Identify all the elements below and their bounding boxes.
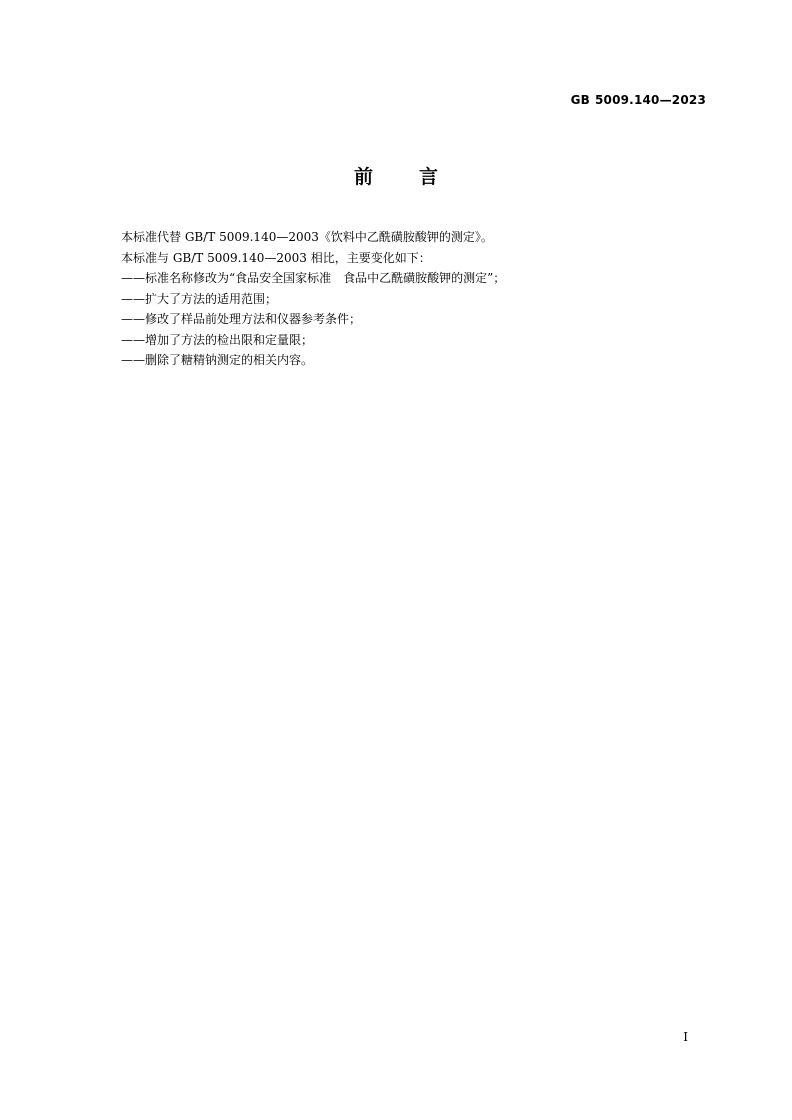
- standard-code: 5009.140—2023: [594, 93, 706, 107]
- preface-body: [121, 227, 711, 371]
- standard-number-header: [571, 93, 706, 107]
- page-number: I: [683, 1030, 688, 1044]
- page-title: [0, 162, 792, 189]
- preface-line-change-2: ——扩大了方法的适用范围；: [121, 291, 278, 306]
- preface-line-replaces: 本标准代替 GB/T 5009.140—2003《饮料中乙酰磺胺酸钾的测定》。: [121, 230, 493, 244]
- preface-line-change-3: ——修改了样品前处理方法和仪器参考条件；: [121, 312, 362, 326]
- title-char-2: 言: [419, 166, 439, 188]
- preface-line-changes-intro: 本标准与 GB/T 5009.140—2003 相比，主要变化如下：: [121, 250, 431, 265]
- preface-line-change-4: ——增加了方法的检出限和定量限；: [121, 332, 314, 347]
- standard-prefix: GB: [570, 93, 590, 107]
- preface-line-change-1: ——标准名称修改为“食品安全国家标准 食品中乙酰磺胺酸钾的测定”；: [121, 271, 506, 285]
- preface-line-change-5: ——删除了糖精钠测定的相关内容。: [121, 353, 314, 367]
- title-char-1: 前: [353, 166, 373, 188]
